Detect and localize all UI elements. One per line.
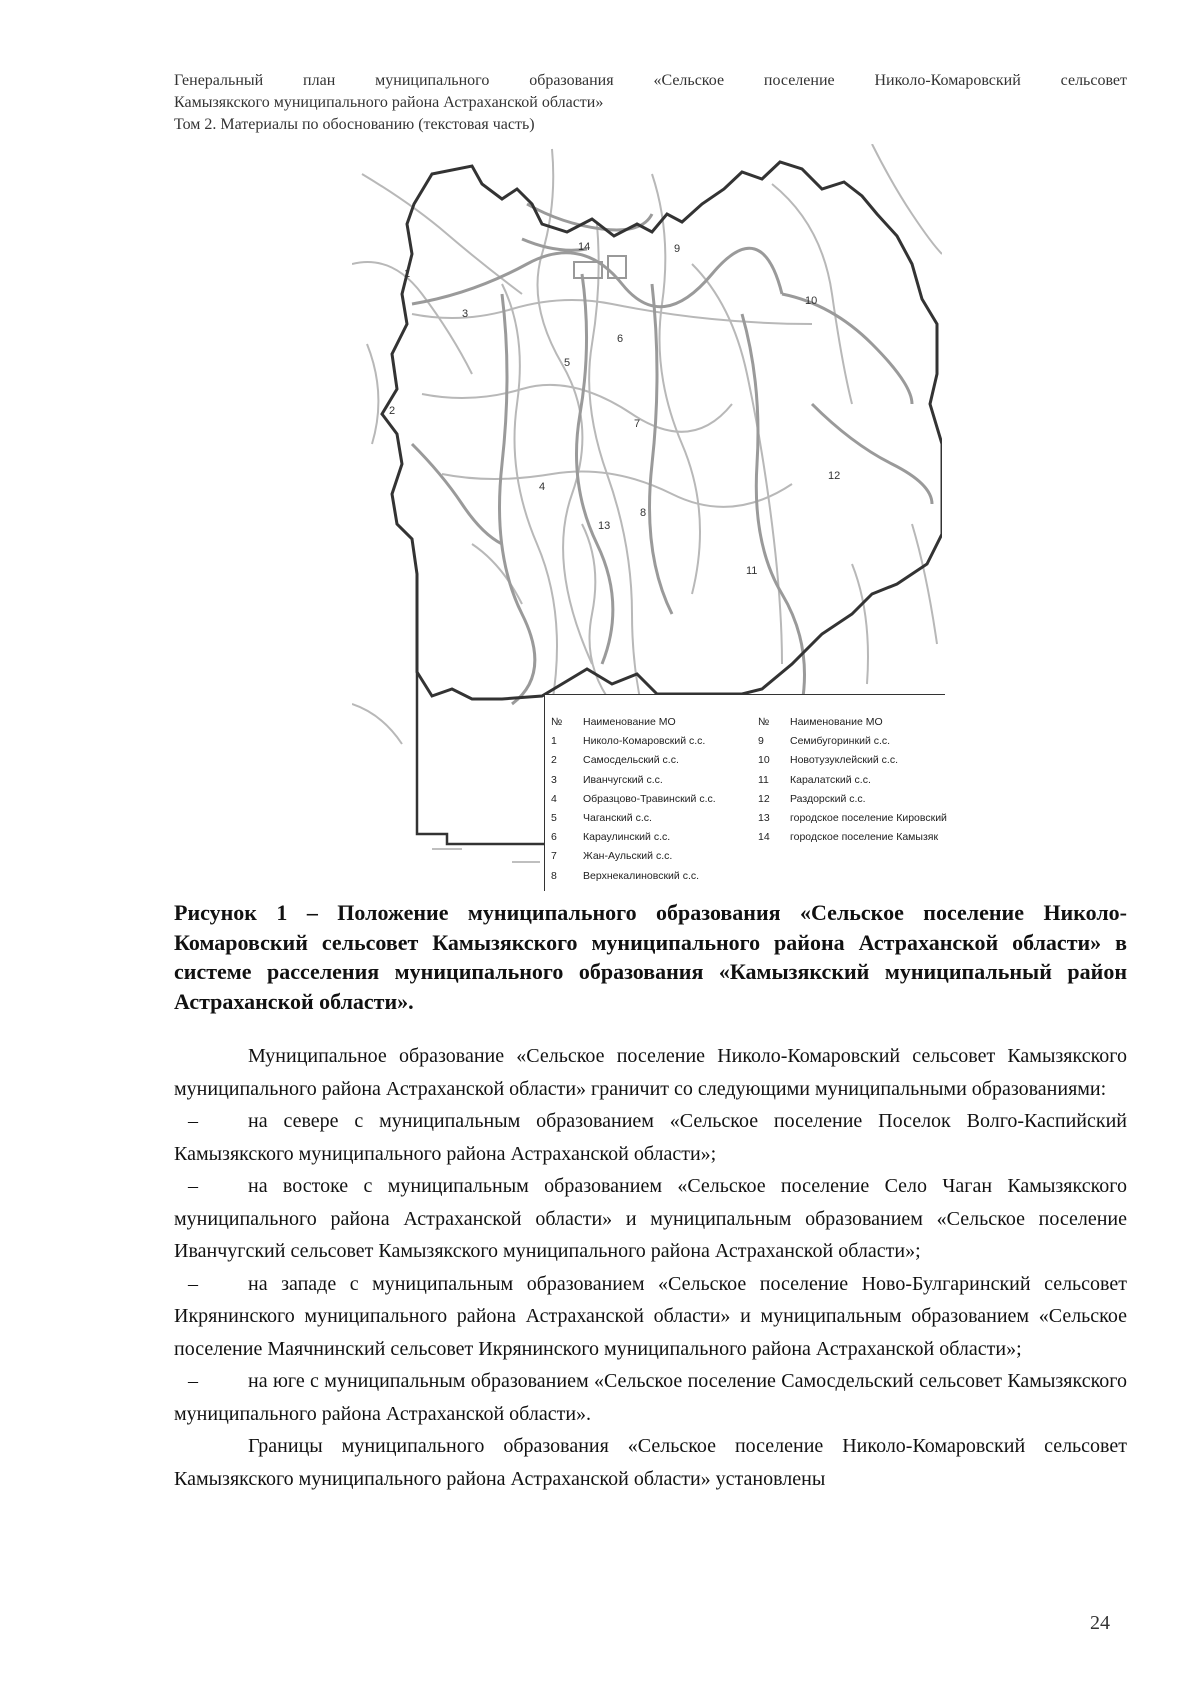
legend-name: Новотузуклейский с.с. (790, 754, 898, 767)
legend-name: Верхнекалиновский с.с. (583, 869, 700, 882)
legend-name: Образцово-Травинский с.с. (583, 792, 716, 805)
legend-num: 1 (551, 735, 557, 748)
region-label-10: 10 (805, 295, 818, 307)
legend-row (758, 828, 950, 847)
legend-row (758, 771, 950, 790)
region-label-2: 2 (389, 405, 396, 417)
legend-row (551, 790, 743, 809)
legend-header (758, 713, 950, 732)
legend-name: Иванчугский с.с. (583, 773, 663, 786)
region-label-1: 1 (404, 268, 411, 280)
legend-name: городское поселение Кировский (790, 812, 947, 825)
list-item-text: на юге с муниципальным образованием «Сельское поселение Самосдельский сельсовет Камызякского муниципального района Астраханской области». (174, 1370, 1127, 1425)
region-label-4: 4 (539, 481, 546, 493)
legend-row (551, 751, 743, 770)
rivers-layer (352, 144, 942, 744)
legend-num: 13 (758, 812, 770, 825)
legend-num: 9 (758, 735, 764, 748)
page-number: 24 (1090, 1612, 1110, 1634)
figure-caption: Рисунок 1 – Положение муниципального образования «Сельское поселение Николо-Комаровский сельсовет Камызякского муниципального района Астраханской области» в системе расселения муниципального образования «Камызякский муниципальный район Астраханской области». (174, 900, 1127, 1014)
legend-row (551, 809, 743, 828)
legend-row (758, 732, 950, 751)
list-dash: – (188, 1175, 198, 1197)
legend-row (758, 809, 950, 828)
region-label-12: 12 (828, 470, 841, 482)
list-item (174, 1170, 1127, 1268)
legend-column-right (758, 713, 950, 847)
district-borders (412, 204, 932, 704)
region-label-5: 5 (564, 357, 571, 369)
legend-row (551, 828, 743, 847)
region-label-8: 8 (640, 507, 647, 519)
header-line-1: Генеральный план муниципального образования «Сельское поселение Николо-Комаровский сельсовет (174, 72, 1127, 89)
legend-name: Самосдельский с.с. (583, 754, 679, 767)
legend-row (758, 751, 950, 770)
legend-num: 5 (551, 812, 557, 825)
document-header (174, 70, 1127, 136)
legend-num: 2 (551, 754, 557, 767)
intro-paragraph: Муниципальное образование «Сельское поселение Николо-Комаровский сельсовет Камызякского муниципального района Астраханской области» граничит со следующими муниципальными образованиями: (174, 1045, 1127, 1100)
legend-num: 10 (758, 754, 770, 767)
legend-num: 11 (758, 773, 769, 786)
region-label-3: 3 (462, 308, 469, 320)
legend-name: Чаганский с.с. (583, 812, 652, 825)
header-line-2: Камызякского муниципального района Астраханской области» (174, 94, 604, 111)
region-label-7: 7 (634, 418, 641, 430)
legend-column-left (551, 713, 743, 886)
region-label-6: 6 (617, 333, 624, 345)
legend-name: Каралатский с.с. (790, 773, 871, 786)
legend-row (551, 732, 743, 751)
legend-num: 12 (758, 792, 770, 805)
list-item (174, 1268, 1127, 1366)
legend-row (758, 790, 950, 809)
list-item-text: на востоке с муниципальным образованием «Сельское поселение Село Чаган Камызякского муниципального района Астраханской области» и муниципальным образованием «Сельское поселение Иванчугский сельсовет Камызякского муниципального района Астраханской области»; (174, 1175, 1127, 1262)
legend-num: 6 (551, 831, 557, 844)
legend-header-num: № (758, 716, 770, 728)
legend-header (551, 713, 743, 732)
region-label-11: 11 (746, 565, 758, 577)
list-item (174, 1105, 1127, 1170)
list-item (174, 1365, 1127, 1430)
region-label-9: 9 (674, 243, 681, 255)
legend-num: 4 (551, 792, 557, 805)
region-label-14: 14 (578, 241, 591, 253)
legend-row (551, 847, 743, 866)
legend-num: 7 (551, 850, 557, 863)
legend-name: Николо-Комаровский с.с. (583, 735, 706, 748)
legend-num: 3 (551, 773, 557, 786)
list-item-text: на западе с муниципальным образованием «Сельское поселение Ново-Булгаринский сельсовет Икрянинского муниципального района Астраханской области» и муниципальным образованием «Сельское поселение Маячнинский сельсовет Икрянинского муниципального района Астраханской области»; (174, 1272, 1127, 1360)
list-dash: – (188, 1110, 198, 1132)
legend-name: Семибугоринкий с.с. (790, 735, 891, 748)
legend-name: Раздорский с.с. (790, 792, 866, 805)
list-dash: – (188, 1272, 198, 1295)
legend-header-name: Наименование МО (790, 716, 883, 728)
legend-num: 14 (758, 831, 770, 844)
list-item-text: на севере с муниципальным образованием «Сельское поселение Поселок Волго-Каспийский Камызякского муниципального района Астраханской области»; (174, 1110, 1127, 1165)
closing-paragraph: Границы муниципального образования «Сельское поселение Николо-Комаровский сельсовет Камызякского муниципального района Астраханской области» установлены (174, 1435, 1127, 1490)
municipality-boundary (382, 162, 942, 699)
legend-row (551, 771, 743, 790)
settlement-block (608, 256, 626, 278)
legend-row (551, 867, 743, 886)
legend-header-num: № (551, 716, 563, 728)
region-label-13: 13 (598, 520, 611, 532)
legend-header-name: Наименование МО (583, 716, 676, 728)
legend-name: Жан-Аульский с.с. (583, 850, 673, 863)
legend-name: Караулинский с.с. (583, 831, 671, 844)
legend-num: 8 (551, 869, 557, 882)
map-legend (544, 694, 945, 891)
body-text (174, 1040, 1127, 1495)
list-dash: – (188, 1370, 198, 1392)
legend-name: городское поселение Камызяк (790, 831, 939, 844)
header-line-3: Том 2. Материалы по обоснованию (текстовая часть) (174, 116, 535, 133)
